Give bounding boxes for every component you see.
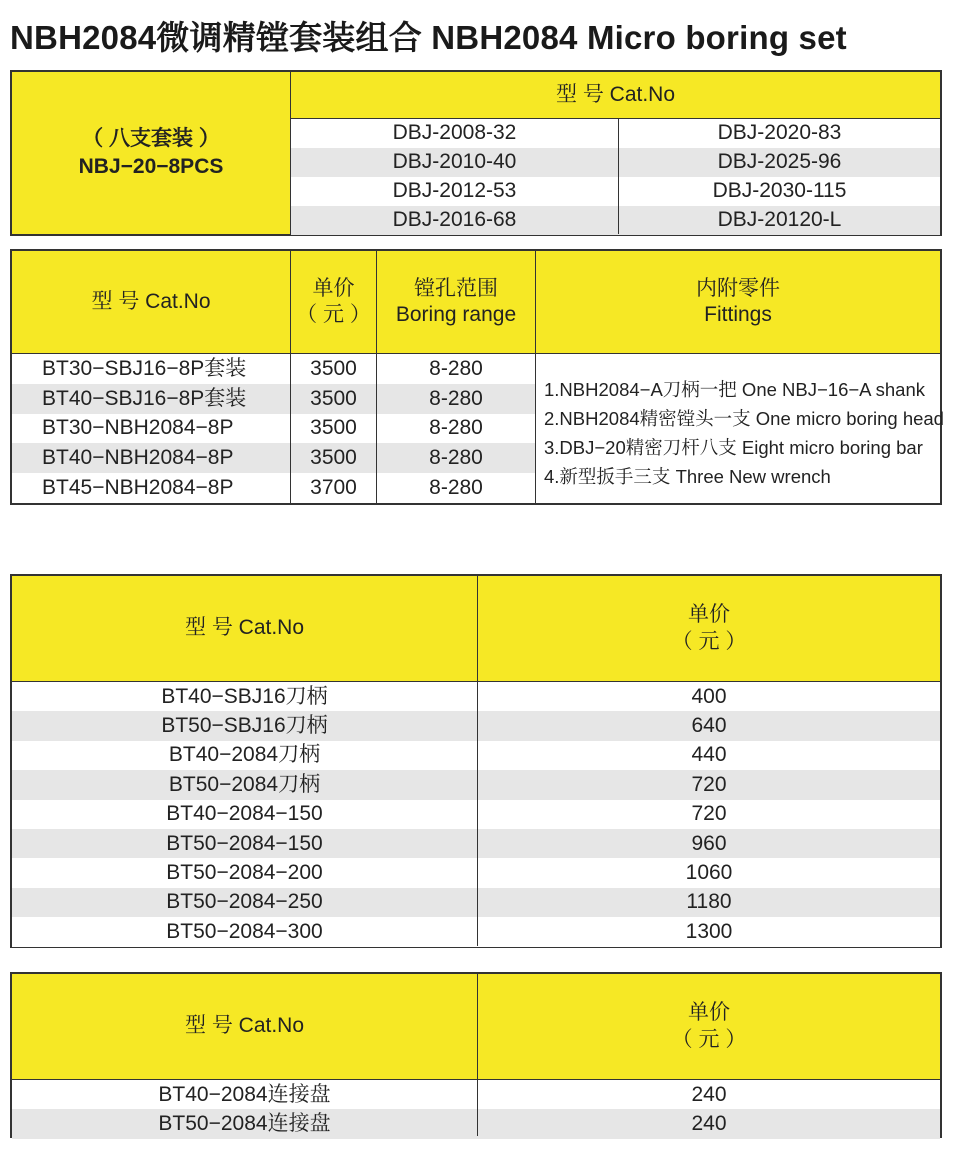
range-header-line2: Boring range <box>395 303 517 326</box>
catno-header <box>291 72 940 118</box>
table-row <box>12 473 535 503</box>
model-cell: BT50−2084刀柄 <box>168 772 321 796</box>
price-cell: 3500 <box>310 386 357 410</box>
range-cell: 8-280 <box>429 475 483 499</box>
model-cell: BT30−NBH2084−8P <box>42 416 234 440</box>
price-cell: 1060 <box>685 860 733 884</box>
price-header-line1: 单价 <box>312 276 355 300</box>
model-cell: BT50−2084−150 <box>166 831 323 855</box>
range-cell: 8-280 <box>429 446 483 470</box>
price-cell: 240 <box>691 1082 727 1106</box>
price-cell: 440 <box>691 743 727 767</box>
table-row <box>12 829 940 858</box>
price-header-line1: 单价 <box>688 1001 730 1025</box>
price-header <box>291 251 376 353</box>
catno-right: DBJ-2025-96 <box>717 150 842 174</box>
range-cell: 8-280 <box>429 356 483 380</box>
price-cell: 3700 <box>310 475 357 499</box>
table-row <box>12 1109 940 1138</box>
table-row <box>12 1080 940 1109</box>
fittings-list <box>536 354 944 503</box>
table-row <box>291 206 940 235</box>
model-header-label: 型 号 Cat.No <box>184 616 305 640</box>
price-cell: 960 <box>691 831 727 855</box>
set-name-line2: NBJ−20−8PCS <box>78 155 224 178</box>
fitting-item: 2.NBH2084精密镗头一支 One micro boring head <box>544 408 944 429</box>
model-cell: BT40−2084刀柄 <box>168 743 321 767</box>
table-row <box>12 711 940 740</box>
price-cell: 720 <box>691 802 727 826</box>
price-cell: 3500 <box>310 416 357 440</box>
table-row <box>12 858 940 887</box>
catno-right: DBJ-2020-83 <box>717 121 842 145</box>
fittings-header-line1: 内附零件 <box>696 276 780 300</box>
table-row <box>12 741 940 770</box>
range-header <box>377 251 535 353</box>
table-row <box>12 443 535 473</box>
model-cell: BT40−NBH2084−8P <box>42 446 234 470</box>
catno-header-label: 型 号 Cat.No <box>555 82 676 106</box>
table-row <box>12 682 940 711</box>
table-row <box>291 119 940 148</box>
catno-left: DBJ-2010-40 <box>392 150 517 174</box>
table-row <box>291 148 940 177</box>
model-cell: BT50−2084−250 <box>166 890 323 914</box>
price-cell: 3500 <box>310 356 357 380</box>
model-header <box>12 251 290 353</box>
fitting-item: 4.新型扳手三支 Three New wrench <box>544 466 831 487</box>
table-row <box>12 800 940 829</box>
table-row <box>12 917 940 946</box>
shank-price-table <box>10 574 942 948</box>
set-name-line1: （ 八支套装 ） <box>82 126 220 150</box>
price-cell: 640 <box>691 713 727 737</box>
catno-left: DBJ-2012-53 <box>392 179 517 203</box>
table-row <box>12 888 940 917</box>
price-header-line2: （ 元 ） <box>671 1027 747 1051</box>
model-header-label: 型 号 Cat.No <box>184 1014 305 1038</box>
range-cell: 8-280 <box>429 416 483 440</box>
fittings-header-line2: Fittings <box>704 303 772 326</box>
model-cell: BT40−2084连接盘 <box>158 1082 331 1106</box>
table-row <box>291 177 940 206</box>
model-cell: BT50−SBJ16刀柄 <box>161 713 328 737</box>
price-cell: 3500 <box>310 446 357 470</box>
model-header <box>12 974 477 1079</box>
model-header-label: 型 号 Cat.No <box>91 289 211 313</box>
table4-rows <box>12 1080 940 1136</box>
price-cell: 400 <box>691 684 727 708</box>
table-row <box>12 770 940 799</box>
fittings-header <box>536 251 940 353</box>
price-cell: 1180 <box>686 890 732 914</box>
model-cell: BT30−SBJ16−8P套装 <box>42 356 247 380</box>
table-row <box>12 414 535 444</box>
holder-set-table <box>10 249 942 505</box>
price-header <box>478 576 940 681</box>
catno-right: DBJ-2030-115 <box>712 179 847 203</box>
model-cell: BT40−SBJ16刀柄 <box>161 684 328 708</box>
model-cell: BT40−SBJ16−8P套装 <box>42 386 247 410</box>
page-title: NBH2084微调精镗套装组合 NBH2084 Micro boring set <box>10 19 847 56</box>
price-header-line2: （ 元 ） <box>296 303 371 326</box>
price-header-line2: （ 元 ） <box>671 629 747 653</box>
boring-bar-set-table <box>10 70 942 236</box>
price-cell: 1300 <box>685 919 733 943</box>
model-cell: BT50−2084−200 <box>166 860 323 884</box>
range-cell: 8-280 <box>429 386 483 410</box>
price-header <box>478 974 940 1079</box>
model-header <box>12 576 477 681</box>
range-header-line1: 镗孔范围 <box>414 276 498 300</box>
model-cell: BT50−2084连接盘 <box>158 1111 331 1135</box>
price-header-line1: 单价 <box>688 603 730 627</box>
catno-left: DBJ-2016-68 <box>392 208 517 232</box>
model-cell: BT50−2084−300 <box>166 919 323 943</box>
flange-price-table <box>10 972 942 1138</box>
price-cell: 240 <box>691 1111 727 1135</box>
set-name-cell <box>12 72 290 234</box>
catno-right: DBJ-20120-L <box>717 208 842 232</box>
table-row <box>12 354 535 384</box>
table2-rows <box>12 354 535 503</box>
table-row <box>12 384 535 414</box>
table3-rows <box>12 682 940 946</box>
model-cell: BT45−NBH2084−8P <box>42 475 234 499</box>
fitting-item: 1.NBH2084−A刀柄一把 One NBJ−16−A shank <box>544 379 925 400</box>
price-cell: 720 <box>691 772 727 796</box>
table1-rows <box>291 119 940 234</box>
catno-left: DBJ-2008-32 <box>392 121 517 145</box>
model-cell: BT40−2084−150 <box>166 802 323 826</box>
fitting-item: 3.DBJ−20精密刀杆八支 Eight micro boring bar <box>544 437 923 458</box>
